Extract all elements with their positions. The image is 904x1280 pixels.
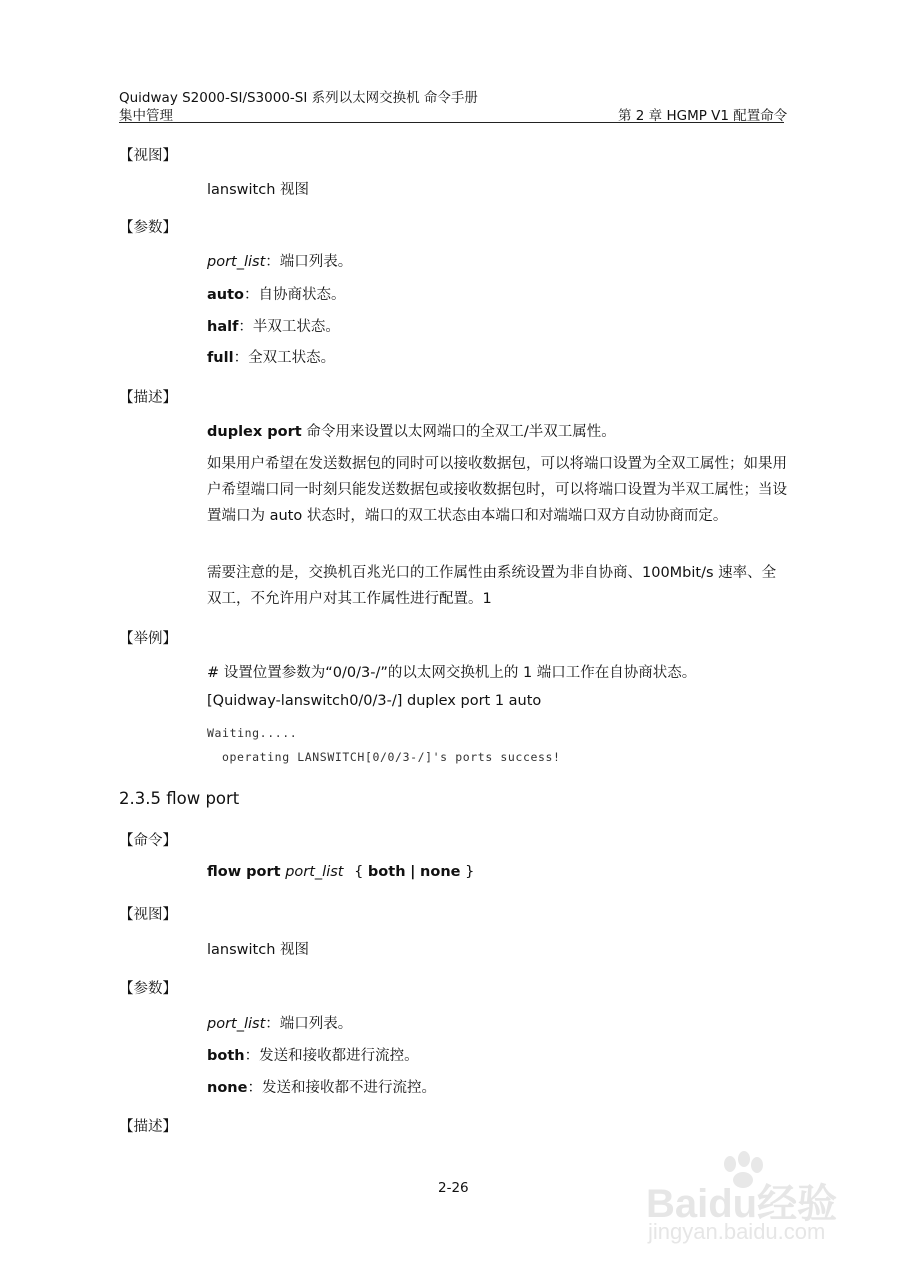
view-text: lanswitch 视图	[207, 182, 310, 198]
param-name: none	[207, 1080, 248, 1096]
output-line: Waiting.....	[207, 726, 298, 740]
param-both	[207, 1044, 419, 1065]
page-number: 2-26	[438, 1180, 469, 1196]
param-desc: ：发送和接收都不进行流控。	[247, 1080, 436, 1096]
desc-note-paragraph: 需要注意的是，交换机百兆光口的工作属性由系统设置为非自协商、100Mbit/s 速率、全双工，不允许用户对其工作属性进行配置。1	[207, 565, 777, 607]
param-name: port_list	[207, 1016, 266, 1032]
param-name: half	[207, 319, 239, 335]
param-full	[207, 346, 335, 367]
param-half	[207, 315, 340, 336]
watermark-url: jingyan.baidu.com	[648, 1219, 826, 1244]
param-name: auto	[207, 287, 245, 303]
syntax-keyword: none	[420, 864, 461, 880]
param-desc: ：发送和接收都进行流控。	[244, 1048, 419, 1064]
view-heading: 【视图】	[119, 148, 177, 164]
param-none	[207, 1076, 436, 1097]
syntax-keyword: both	[367, 864, 406, 880]
param-desc: ：端口列表。	[265, 254, 353, 270]
param-desc: ：全双工状态。	[233, 350, 336, 366]
param-desc: ：端口列表。	[265, 1016, 353, 1032]
param-port-list	[207, 250, 352, 271]
desc-paragraph: 如果用户希望在发送数据包的同时可以接收数据包，可以将端口设置为全双工属性；如果用户希望端口同一时刻只能发送数据包或接收数据包时，可以将端口设置为半双工属性；当设置端口为 auto 状态时，端口的双工状态由本端口和对端端口双方自动协商而定。	[207, 456, 787, 524]
desc-first-line	[207, 420, 616, 441]
syntax-keyword: flow port	[207, 864, 281, 880]
desc-text: 命令用来设置以太网端口的全双工/半双工属性。	[301, 424, 616, 440]
example-command: [Quidway-lanswitch0/0/3-/] duplex port 1 auto	[207, 693, 542, 709]
watermark-brand: Baidu经验	[646, 1182, 838, 1226]
syntax-brace: {	[354, 864, 364, 880]
chapter-title: 第 2 章 HGMP V1 配置命令	[618, 108, 788, 124]
param-desc: ：自协商状态。	[244, 287, 346, 303]
view-heading: 【视图】	[119, 907, 177, 923]
section-title: 2.3.5 flow port	[119, 789, 240, 808]
param-auto	[207, 283, 346, 304]
param-name: both	[207, 1048, 245, 1064]
desc-heading: 【描述】	[119, 390, 177, 406]
param-name: full	[207, 350, 234, 366]
param-port-list	[207, 1012, 352, 1033]
params-heading: 【参数】	[119, 220, 177, 236]
param-name: port_list	[207, 254, 266, 270]
syntax-brace: }	[465, 864, 475, 880]
syntax-separator: |	[410, 864, 416, 880]
header-rule	[119, 122, 784, 123]
command-name: duplex port	[207, 424, 302, 440]
command-heading: 【命令】	[119, 833, 177, 849]
view-text: lanswitch 视图	[207, 942, 310, 958]
example-heading: 【举例】	[119, 631, 177, 647]
syntax-argument: port_list	[285, 864, 344, 880]
section-name: 集中管理	[119, 108, 173, 124]
document-title: Quidway S2000-SI/S3000-SI 系列以太网交换机 命令手册	[119, 90, 478, 106]
desc-heading: 【描述】	[119, 1119, 177, 1135]
params-heading: 【参数】	[119, 981, 177, 997]
param-desc: ：半双工状态。	[238, 319, 340, 335]
example-description: # 设置位置参数为“0/0/3-/”的以太网交换机上的 1 端口工作在自协商状态。	[207, 665, 697, 681]
output-line: operating LANSWITCH[0/0/3-/]'s ports success!	[222, 750, 561, 764]
command-syntax	[207, 864, 474, 880]
